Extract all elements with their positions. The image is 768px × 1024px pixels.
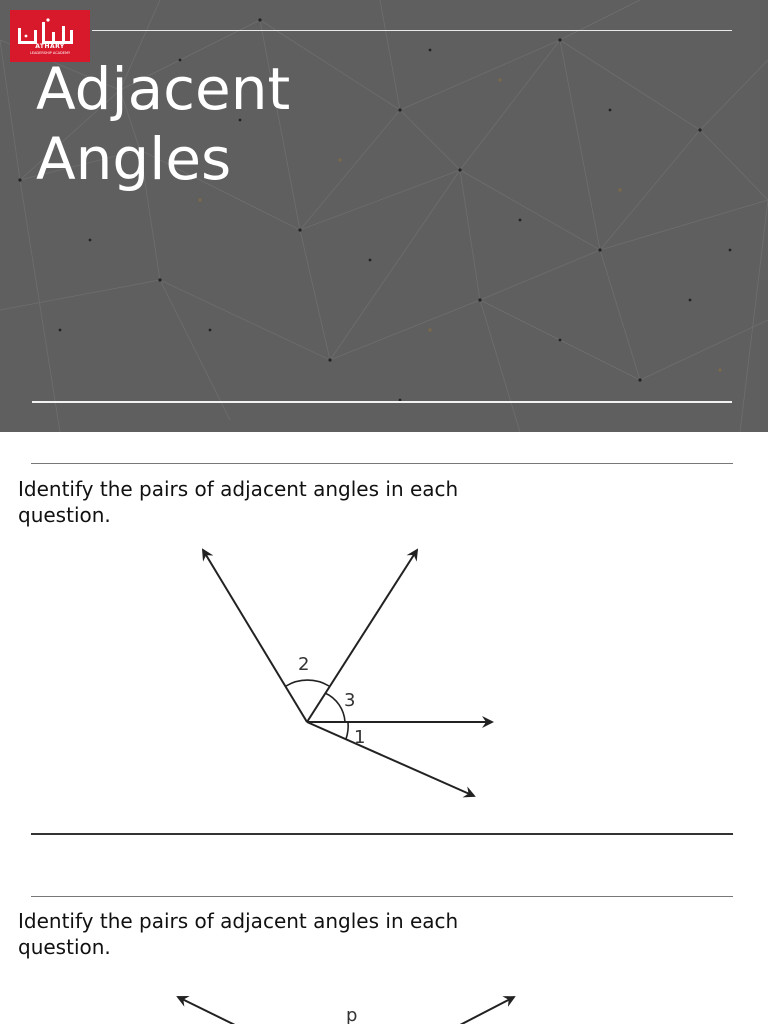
ray-lower-right [307, 722, 474, 796]
header-rule [92, 30, 732, 31]
footer-rule [32, 401, 732, 403]
angle-label-2: 2 [298, 654, 310, 675]
divider-top-2 [31, 896, 733, 897]
title-line-2: Angles [36, 125, 232, 193]
point-label-p: p [346, 1005, 358, 1024]
ray-upper-left [203, 550, 310, 722]
angle-label-1: 1 [354, 727, 366, 748]
question-prompt-2: Identify the pairs of adjacent angles in each question. [18, 909, 459, 959]
adjacent-angles-diagram [180, 540, 510, 810]
ray-upper-right [307, 550, 417, 722]
question-prompt: Identify the pairs of adjacent angles in each question. [18, 477, 459, 527]
arc-angle-2 [286, 680, 329, 686]
divider-top [31, 463, 733, 464]
logo-text: ATHARY [35, 43, 65, 50]
slide-title [36, 54, 290, 194]
angle-label-3: 3 [344, 690, 356, 711]
divider-slide-end [31, 833, 733, 835]
adjacent-angles-diagram-2 [160, 985, 540, 1024]
arc-angle-1 [346, 722, 348, 739]
title-line-1: Adjacent [36, 55, 291, 123]
logo-subtext: LEADERSHIP ACADEMY [29, 51, 71, 55]
ray-left [178, 997, 235, 1024]
ray-right [460, 997, 514, 1024]
title-slide [0, 0, 768, 432]
arc-angle-3 [325, 693, 345, 722]
